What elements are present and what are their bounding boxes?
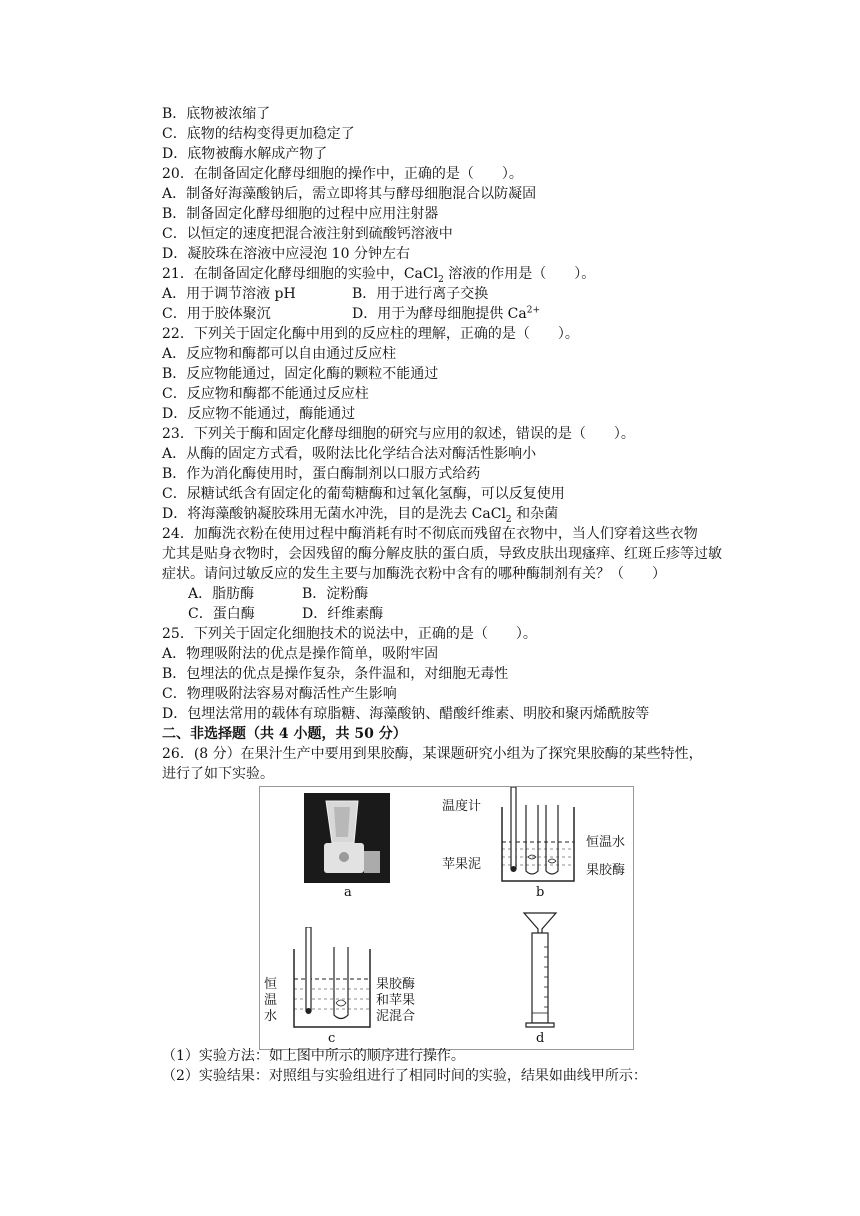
fig-label-b: b: [536, 885, 545, 900]
fig-label-d: d: [536, 1031, 545, 1046]
q20-option-c: C．以恒定的速度把混合液注射到硫酸钙溶液中: [162, 226, 453, 242]
q24-stem-line2: 尤其是贴身衣物时，会因残留的酶分解皮肤的蛋白质，导致皮肤出现瘙痒、红斑丘疹等过敏: [162, 546, 722, 562]
q23-option-c: C．尿糖试纸含有固定化的葡萄糖酶和过氧化氢酶，可以反复使用: [162, 486, 565, 502]
q19-option-b: B．底物被浓缩了: [162, 106, 271, 122]
funnel-cylinder-diagram: [520, 911, 560, 1033]
q24-option-d: D．纤维素酶: [302, 606, 384, 622]
label-thermometer: 温度计: [442, 799, 482, 814]
q24-option-b: B．淀粉酶: [302, 586, 369, 602]
label-constant-water-b: 恒温水: [586, 835, 626, 850]
q20-option-a: A．制备好海藻酸钠后，需立即将其与酵母细胞混合以防凝固: [162, 186, 537, 202]
juicer-photo: [304, 793, 390, 883]
q24-stem-line3: 症状。请问过敏反应的发生主要与加酶洗衣粉中含有的哪种酶制剂有关？（ ）: [162, 566, 666, 582]
q22-option-d: D．反应物不能通过，酶能通过: [162, 406, 356, 422]
beaker-b-diagram: [498, 787, 578, 887]
q25-option-d: D．包埋法常用的载体有琼脂糖、海藻酸钠、醋酸纤维素、明胶和聚丙烯酰胺等: [162, 706, 650, 722]
q25-option-b: B．包埋法的优点是操作复杂，条件温和，对细胞无毒性: [162, 666, 509, 682]
q21-stem: 21．在制备固定化酵母细胞的实验中，CaCl$_2$ 溶液的作用是（ ）。: [162, 266, 596, 285]
label-apple-puree: 苹果泥: [442, 857, 482, 872]
label-c-left-1: 恒: [264, 977, 278, 992]
q23-stem: 23．下列关于酶和固定化酵母细胞的研究与应用的叙述，错误的是（ ）。: [162, 426, 635, 442]
q22-option-b: B．反应物能通过，固定化酶的颗粒不能通过: [162, 366, 439, 382]
section-heading: 二、非选择题（共 4 小题，共 50 分）: [162, 726, 407, 742]
label-c-right-2: 和苹果: [376, 993, 416, 1008]
q24-stem-line1: 24．加酶洗衣粉在使用过程中酶消耗有时不彻底而残留在衣物中，当人们穿着这些衣物: [162, 526, 698, 542]
juicer-icon: [304, 793, 390, 883]
q26-step-2: （2）实验结果：对照组与实验组进行了相同时间的实验，结果如曲线甲所示：: [162, 1068, 647, 1084]
q24-option-c: C．蛋白酶: [188, 606, 255, 622]
label-c-right-1: 果胶酶: [376, 977, 416, 992]
q25-option-c: C．物理吸附法容易对酶活性产生影响: [162, 686, 397, 702]
q23-option-d: D．将海藻酸钠凝胶珠用无菌水冲洗，目的是洗去 CaCl$_2$ 和杂菌: [162, 506, 559, 525]
q21-option-c: C．用于胶体聚沉: [162, 306, 271, 322]
beaker-c-diagram: [290, 927, 374, 1033]
q22-option-c: C．反应物和酶都不能通过反应柱: [162, 386, 369, 402]
q20-stem: 20．在制备固定化酵母细胞的操作中，正确的是（ ）。: [162, 166, 523, 182]
q19-option-c: C．底物的结构变得更加稳定了: [162, 126, 355, 142]
q21-option-a: A．用于调节溶液 pH: [162, 286, 296, 302]
q25-option-a: A．物理吸附法的优点是操作简单，吸附牢固: [162, 646, 439, 662]
q20-option-b: B．制备固定化酵母细胞的过程中应用注射器: [162, 206, 439, 222]
q20-option-d: D．凝胶珠在溶液中应浸泡 10 分钟左右: [162, 246, 410, 262]
q22-option-a: A．反应物和酶都可以自由通过反应柱: [162, 346, 397, 362]
fig-label-c: c: [328, 1031, 336, 1046]
fig-label-a: a: [344, 885, 352, 900]
label-c-left-3: 水: [264, 1009, 278, 1024]
label-c-left-2: 温: [264, 993, 278, 1008]
q21-option-b: B．用于进行离子交换: [352, 286, 489, 302]
q24-option-a: A．脂肪酶: [188, 586, 255, 602]
q26-step-1: （1）实验方法：如上图中所示的顺序进行操作。: [162, 1048, 465, 1064]
label-c-right-3: 泥混合: [376, 1009, 416, 1024]
q23-option-b: B．作为消化酶使用时，蛋白酶制剂以口服方式给药: [162, 466, 481, 482]
q25-stem: 25．下列关于固定化细胞技术的说法中，正确的是（ ）。: [162, 626, 537, 642]
q22-stem: 22．下列关于固定化酶中用到的反应柱的理解，正确的是（ ）。: [162, 326, 579, 342]
q23-option-a: A．从酶的固定方式看，吸附法比化学结合法对酶活性影响小: [162, 446, 537, 462]
q26-stem-line1: 26．(8 分）在果汁生产中要用到果胶酶，某课题研究小组为了探究果胶酶的某些特性，: [162, 746, 703, 762]
label-pectinase: 果胶酶: [586, 863, 626, 878]
q21-option-d: D．用于为酵母细胞提供 $Ca^{2+}$: [352, 305, 541, 322]
q19-option-d: D．底物被酶水解成产物了: [162, 146, 328, 162]
experiment-figure: [259, 786, 634, 1050]
q26-stem-line2: 进行了如下实验。: [162, 766, 274, 782]
